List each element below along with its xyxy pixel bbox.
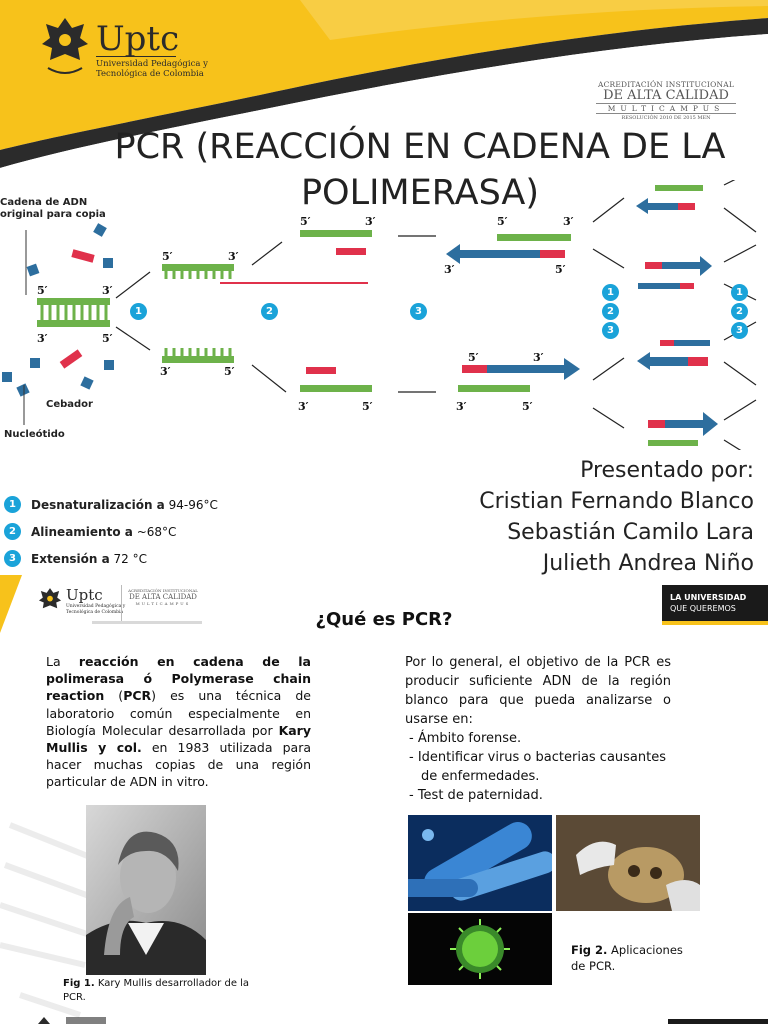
step-number: 3 bbox=[4, 550, 21, 567]
step-name: Alineamiento a bbox=[31, 524, 133, 539]
university-name bbox=[96, 59, 208, 79]
step-marker-3: 3 bbox=[410, 303, 427, 320]
definition-bold: PCR bbox=[123, 688, 152, 704]
next-page-logo bbox=[38, 1015, 108, 1024]
step-item bbox=[4, 491, 218, 518]
prime-label: 3′ bbox=[298, 400, 309, 413]
logo-rule bbox=[96, 56, 176, 57]
author-name: Cristian Fernando Blanco bbox=[479, 489, 754, 514]
accreditation-line-4: RESOLUCIÓN 2010 DE 2015 MEN bbox=[621, 115, 711, 121]
fig2-caption bbox=[571, 942, 691, 974]
accreditation-line-3: MULTICAMPUS bbox=[596, 103, 736, 114]
prime-label: 5′ bbox=[497, 215, 508, 228]
diagram-arrows bbox=[116, 180, 756, 450]
definition-text: La bbox=[46, 654, 79, 669]
next-page-banner bbox=[668, 1019, 768, 1024]
step-temperature: 94-96°C bbox=[168, 497, 218, 512]
steps-legend bbox=[4, 491, 218, 572]
accreditation-seal bbox=[596, 80, 736, 122]
step-marker-3: 3 bbox=[602, 322, 619, 339]
pcr-objective bbox=[405, 653, 671, 805]
step-item bbox=[4, 518, 218, 545]
step-marker-1: 1 bbox=[731, 284, 748, 301]
list-item-text: Identificar virus o bacterias causantes de enfermedades. bbox=[417, 750, 667, 784]
uptc-crest-icon bbox=[40, 14, 90, 80]
fig2-label: Fig 2. bbox=[571, 943, 608, 957]
applications-list bbox=[405, 729, 671, 805]
page-break bbox=[0, 1019, 768, 1024]
university-line-2: Tecnológica de Colombia bbox=[66, 609, 124, 615]
label-nucleotide: Nucleótido bbox=[4, 429, 65, 440]
banner-line-2: QUE QUEREMOS bbox=[670, 604, 736, 613]
fig1-text: Kary Mullis desarrollador de la PCR. bbox=[63, 978, 250, 1003]
accreditation-seal bbox=[126, 588, 200, 606]
prime-label: 3′ bbox=[102, 284, 113, 297]
prime-label: 5′ bbox=[162, 250, 173, 263]
prime-label: 3′ bbox=[444, 263, 455, 276]
prime-label: 5′ bbox=[468, 351, 479, 364]
university-line-2: Tecnológica de Colombia bbox=[96, 69, 204, 79]
prime-label: 3′ bbox=[160, 365, 171, 378]
prime-label: 3′ bbox=[456, 400, 467, 413]
accreditation-line-3: MULTICAMPUS bbox=[135, 601, 191, 606]
banner-line-1: LA UNIVERSIDAD bbox=[670, 593, 747, 602]
accreditation-line-2: DE ALTA CALIDAD bbox=[603, 88, 729, 103]
prime-label: 5′ bbox=[555, 263, 566, 276]
title-line-1: PCR (REACCIÓN EN CADENA DE LA bbox=[114, 127, 726, 167]
step2-strands bbox=[300, 230, 372, 392]
step-number: 2 bbox=[4, 523, 21, 540]
authors-block bbox=[479, 455, 754, 575]
prime-label: 5′ bbox=[102, 332, 113, 345]
definition-text: ( bbox=[104, 688, 124, 704]
list-item-text: Ámbito forense. bbox=[417, 731, 522, 746]
step-temperature: 72 °C bbox=[113, 551, 147, 566]
list-item: - Ámbito forense. bbox=[409, 731, 522, 746]
accreditation-line-2: DE ALTA CALIDAD bbox=[129, 593, 197, 601]
virus-image bbox=[408, 913, 552, 985]
prime-label: 5′ bbox=[224, 365, 235, 378]
definition-text: en 1983 utilizada para hacer muchas copias de una región particular de ADN in vitro. bbox=[46, 740, 311, 790]
step-marker-1: 1 bbox=[602, 284, 619, 301]
definition-bold: Kary Mullis y col. bbox=[46, 722, 311, 756]
list-item: - Test de paternidad. bbox=[409, 788, 543, 803]
step-item bbox=[4, 545, 218, 572]
author-name: Julieth Andrea Niño bbox=[542, 551, 754, 575]
content-slide bbox=[0, 575, 768, 1024]
prime-label: 5′ bbox=[300, 215, 311, 228]
prime-label: 3′ bbox=[37, 332, 48, 345]
label-primer: Cebador bbox=[46, 399, 93, 410]
prime-label: 5′ bbox=[37, 284, 48, 297]
list-item: - Identificar virus o bacterias causantes de enfermedades. bbox=[409, 750, 667, 784]
step3-strands bbox=[446, 234, 580, 392]
objective-intro: Por lo general, el objetivo de la PCR es producir suficiente ADN de la región blanco para que pueda analizarse o usarse en: bbox=[405, 655, 671, 727]
step-marker-2: 2 bbox=[731, 303, 748, 320]
prime-label: 3′ bbox=[365, 215, 376, 228]
presented-by-label: Presentado por: bbox=[580, 458, 754, 483]
prime-label: 5′ bbox=[522, 400, 533, 413]
title-line-2: POLIMERASA) bbox=[300, 173, 540, 213]
step-marker-3: 3 bbox=[731, 322, 748, 339]
step1-strands bbox=[162, 264, 234, 363]
author-name: Sebastián Camilo Lara bbox=[507, 520, 754, 545]
prime-label: 3′ bbox=[563, 215, 574, 228]
pcr-definition bbox=[46, 653, 311, 791]
step-marker-2: 2 bbox=[602, 303, 619, 320]
step-marker-1: 1 bbox=[130, 303, 147, 320]
label-original-strand: Cadena de ADN original para copia bbox=[0, 197, 106, 220]
pcr-diagram bbox=[0, 180, 768, 450]
prime-label: 3′ bbox=[533, 351, 544, 364]
accreditation-line-1: ACREDITACIÓN INSTITUCIONAL bbox=[128, 588, 198, 593]
product-strands bbox=[636, 185, 718, 446]
definition-bold: reacción en cadena de la polimerasa ó Polymerase chain reaction bbox=[46, 654, 311, 704]
step-marker-2: 2 bbox=[261, 303, 278, 320]
fig1-caption bbox=[63, 977, 253, 1005]
section-heading: ¿Qué es PCR? bbox=[315, 609, 453, 630]
step-name: Extensión a bbox=[31, 551, 110, 566]
step-temperature: ~68°C bbox=[136, 524, 177, 539]
bacteria-image bbox=[408, 815, 552, 911]
step-name: Desnaturalización a bbox=[31, 497, 165, 512]
list-item-text: Test de paternidad. bbox=[417, 788, 543, 803]
fig2-text: Aplicaciones de PCR. bbox=[571, 943, 683, 973]
university-line-1: Universidad Pedagógica y bbox=[96, 59, 208, 69]
uptc-logo-text: Uptc bbox=[96, 19, 180, 59]
forensic-image bbox=[556, 815, 700, 911]
definition-text: ) es una técnica de laboratorio común especialmente en Biología Molecular desarrollada por bbox=[46, 688, 312, 738]
step-number: 1 bbox=[4, 496, 21, 513]
kary-mullis-photo bbox=[86, 805, 206, 975]
prime-label: 3′ bbox=[228, 250, 239, 263]
prime-label: 5′ bbox=[362, 400, 373, 413]
accreditation-line-1: ACREDITACIÓN INSTITUCIONAL bbox=[597, 80, 735, 89]
original-dna-strand bbox=[37, 298, 110, 327]
university-line-1: Universidad Pedagógica y bbox=[66, 604, 126, 609]
fig1-label: Fig 1. bbox=[63, 978, 95, 989]
uptc-logo-text: Uptc bbox=[66, 586, 103, 604]
